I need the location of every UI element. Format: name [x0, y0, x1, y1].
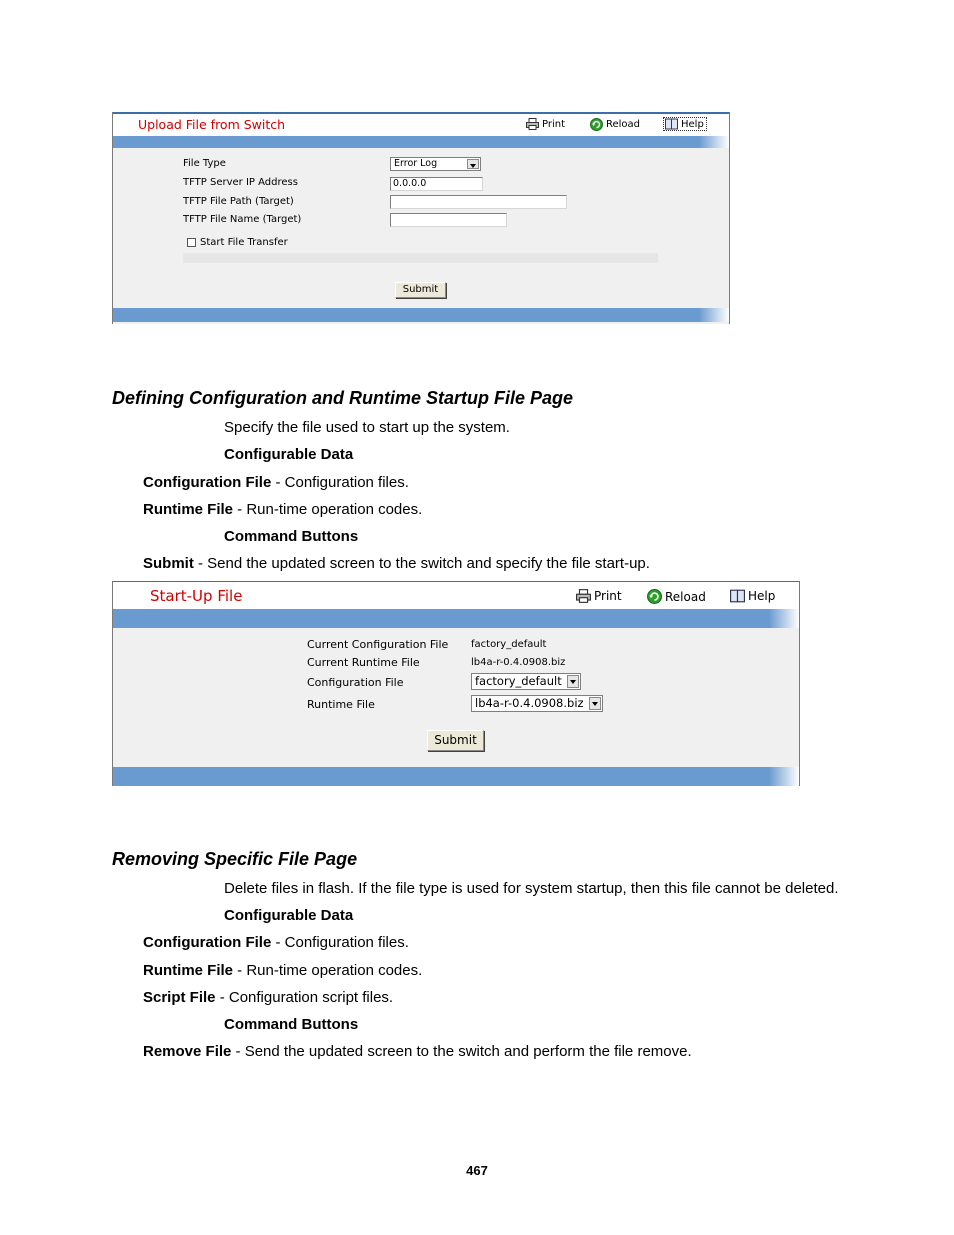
startup-help-label: Help [748, 589, 776, 603]
section1-heading: Defining Configuration and Runtime Startup File Page [112, 388, 574, 408]
chevron-down-icon [589, 697, 601, 710]
upload-help-label: Help [681, 118, 704, 130]
upload-bottom-band [113, 308, 729, 322]
upload-panel-title: Upload File from Switch [138, 117, 286, 132]
printer-icon [526, 118, 539, 130]
section2-intro: Delete files in flash. If the file type is used for system startup, then this file cannot be deleted. [224, 880, 839, 897]
section1-configurable-data: Configurable Data [224, 446, 354, 463]
upload-reload-label: Reload [606, 119, 641, 130]
current-runtime-value: lb4a-r-0.4.0908.biz [471, 657, 566, 668]
startup-help-button[interactable] [730, 589, 775, 603]
section2-heading: Removing Specific File Page [112, 849, 358, 869]
tftp-ip-label: TFTP Server IP Address [183, 177, 298, 188]
section2-configurable-data: Configurable Data [224, 907, 354, 924]
tftp-path-label: TFTP File Path (Target) [183, 196, 294, 207]
startup-panel-header [113, 581, 799, 609]
startup-file-panel [112, 581, 800, 786]
startup-reload-button[interactable] [647, 589, 706, 604]
section1-config-file-item: Configuration File - Configuration files. [143, 474, 409, 491]
startup-print-label: Print [594, 589, 622, 603]
start-transfer-label: Start File Transfer [200, 237, 288, 248]
printer-icon [576, 589, 591, 603]
startup-reload-label: Reload [665, 589, 706, 604]
section2-remove-item: Remove File - Send the updated screen to the switch and perform the file remove. [143, 1043, 692, 1060]
config-file-select[interactable] [471, 673, 581, 690]
file-type-select[interactable] [390, 157, 481, 171]
startup-panel-title: Start-Up File [150, 587, 243, 605]
current-config-value: factory_default [471, 639, 547, 650]
reload-icon [647, 589, 662, 604]
section1-intro: Specify the file used to start up the system. [224, 419, 510, 436]
section2-command-buttons: Command Buttons [224, 1016, 359, 1033]
help-book-icon [730, 589, 745, 603]
config-file-label: Configuration File [307, 676, 404, 689]
chevron-down-icon [567, 675, 579, 688]
runtime-file-select[interactable] [471, 695, 603, 712]
startup-bottom-band [113, 767, 799, 786]
current-runtime-label: Current Runtime File [307, 656, 420, 669]
upload-reload-button[interactable] [590, 118, 640, 131]
upload-print-label: Print [542, 118, 566, 130]
runtime-file-label: Runtime File [307, 698, 375, 711]
runtime-file-value: lb4a-r-0.4.0908.biz [475, 696, 584, 710]
help-book-icon [665, 118, 678, 130]
upload-status-strip [183, 253, 658, 263]
section1-runtime-file-item: Runtime File - Run-time operation codes. [143, 501, 423, 518]
start-transfer-checkbox[interactable] [187, 238, 196, 247]
tftp-ip-input[interactable]: 0.0.0.0 [390, 177, 483, 191]
file-type-label: File Type [183, 158, 226, 169]
section1-submit-item: Submit - Send the updated screen to the switch and specify the file start-up. [143, 555, 650, 572]
file-type-value: Error Log [394, 158, 438, 169]
tftp-name-label: TFTP File Name (Target) [183, 214, 302, 225]
upload-submit-button[interactable]: Submit [395, 282, 446, 298]
startup-top-band [113, 609, 799, 628]
upload-file-panel [112, 112, 730, 324]
current-config-label: Current Configuration File [307, 638, 449, 651]
startup-print-button[interactable] [576, 589, 622, 603]
startup-submit-button[interactable]: Submit [427, 730, 484, 751]
page-number: 467 [466, 1163, 488, 1178]
section2-config-file-item: Configuration File - Configuration files. [143, 934, 409, 951]
tftp-name-input[interactable] [390, 213, 507, 227]
reload-icon [590, 118, 603, 131]
upload-panel-header [113, 112, 729, 136]
section2-runtime-file-item: Runtime File - Run-time operation codes. [143, 962, 423, 979]
section1-command-buttons: Command Buttons [224, 528, 359, 545]
config-file-value: factory_default [475, 674, 562, 688]
upload-print-button[interactable] [526, 118, 565, 130]
upload-top-band [113, 136, 729, 148]
upload-help-button[interactable] [663, 117, 707, 131]
tftp-path-input[interactable] [390, 195, 567, 209]
section2-script-file-item: Script File - Configuration script files. [143, 989, 394, 1006]
chevron-down-icon [467, 159, 479, 169]
